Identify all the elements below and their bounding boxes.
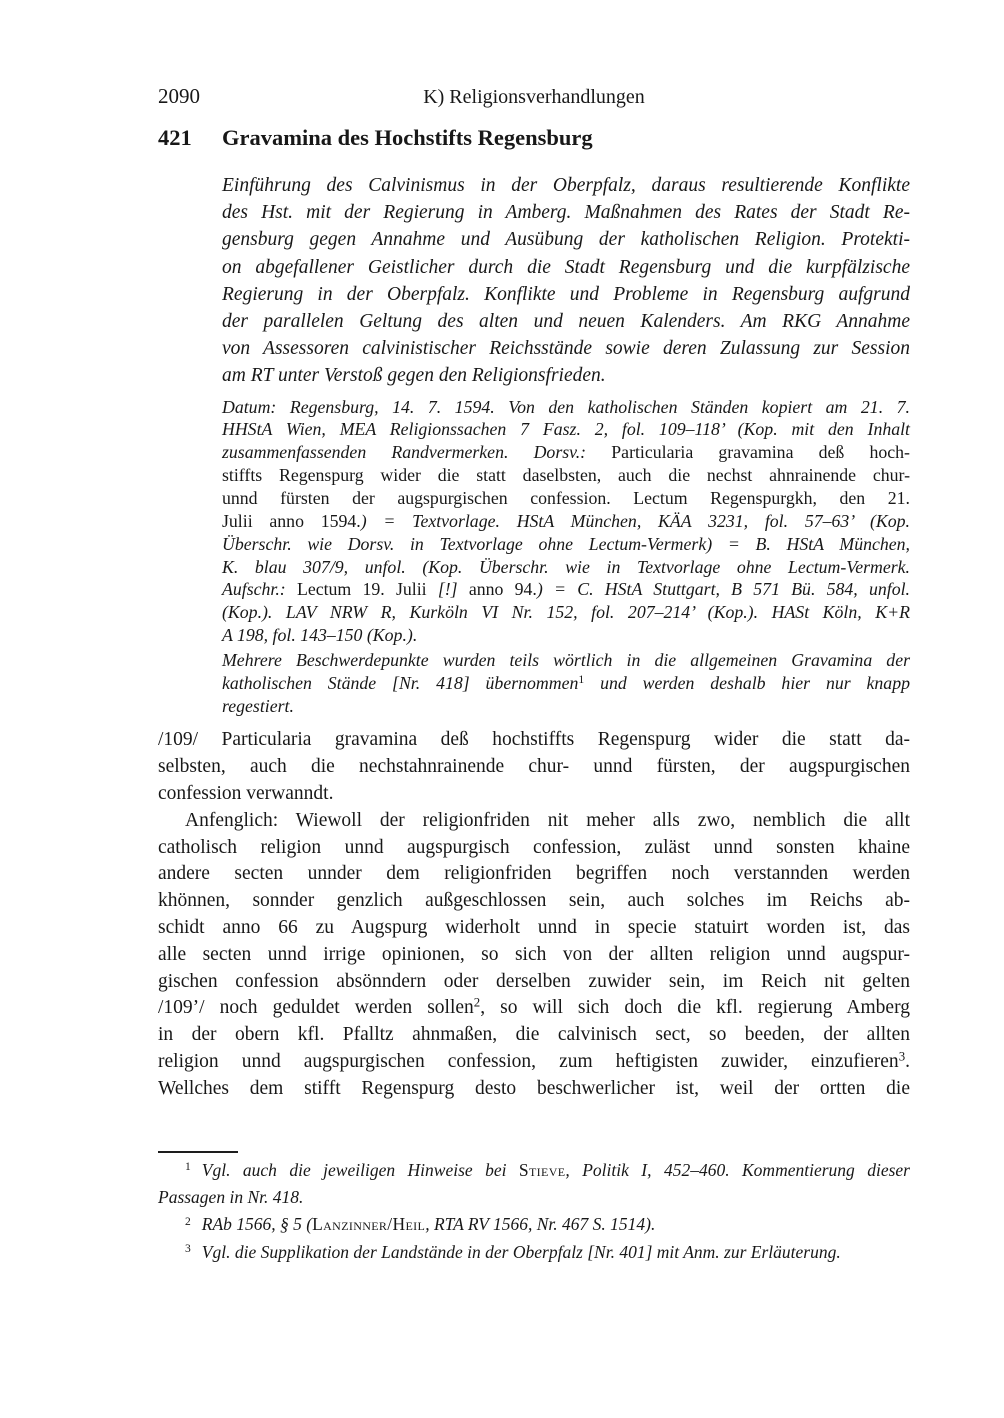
body-paragraph-1 bbox=[158, 727, 910, 807]
text-line: der parallelen Geltung des alten und neuen Kalenders. Am RKG Annahme bbox=[222, 311, 910, 333]
footnotes-section bbox=[158, 1157, 910, 1267]
text-line: Aufschr.: Lectum 19. Julii [!] anno 94.) = C. HStA Stuttgart, B 571 Bü. 584, unfol. bbox=[222, 579, 910, 600]
text-line: Mehrere Beschwerdepunkte wurden teils wörtlich in die allgemeinen Gravamina der bbox=[222, 649, 910, 670]
text-line: Julii anno 1594.) = Textvorlage. HStA München, KÄA 3231, fol. 57–63’ (Kop. bbox=[222, 510, 910, 531]
text-line: K. blau 307/9, unfol. (Kop. Überschr. wie in Textvorlage ohne Lectum-Vermerk. bbox=[222, 556, 910, 577]
text-line: on abgefallener Geistlicher durch die Stadt Regensburg und die kurpfälzische bbox=[222, 256, 910, 278]
summary-paragraph bbox=[222, 172, 910, 390]
text-line: /109/ Particularia gravamina deß hochstiffts Regenspurg wider die statt da- bbox=[158, 729, 910, 751]
text-line: $^1$ Vgl. auch die jeweiligen Hinweise bei Stieve, Politik I, 452–460. Kommentierung dieser bbox=[185, 1159, 910, 1180]
footnote-1 bbox=[158, 1157, 910, 1212]
footnote-3 bbox=[158, 1239, 910, 1266]
text-line: confession verwanndt. bbox=[158, 783, 334, 805]
text-line: katholischen Stände [Nr. 418] übernommen$^1$ und werden deshalb hier nur knapp bbox=[222, 672, 910, 693]
footnote-2 bbox=[158, 1211, 910, 1238]
footnote-separator-rule bbox=[158, 1151, 238, 1153]
text-line: des Hst. mit der Regierung in Amberg. Maßnahmen des Rates der Stadt Re- bbox=[222, 202, 910, 224]
text-line: Wellches dem stifft Regenspurg desto beschwerlicher ist, weil der ortten die bbox=[158, 1077, 910, 1099]
text-line: gensburg gegen Annahme und Ausübung der katholischen Religion. Protekti- bbox=[222, 229, 910, 251]
text-line: am RT unter Verstoß gegen den Religionsfrieden. bbox=[222, 365, 606, 387]
text-line: catholisch religion unnd augspurgisch confession, zuläst unnd sonsten khaine bbox=[158, 836, 910, 858]
body-text bbox=[158, 727, 910, 1102]
text-line: zusammenfassenden Randvermerken. Dorsv.: Particularia gravamina deß hoch- bbox=[222, 442, 910, 463]
document-heading bbox=[158, 125, 910, 151]
text-line: (Kop.). LAV NRW R, Kurköln VI Nr. 152, fol. 207–214’ (Kop.). HASt Köln, K+R bbox=[222, 602, 910, 623]
text-line: Einführung des Calvinismus in der Oberpfalz, daraus resultierende Konflikte bbox=[222, 175, 910, 196]
source-note-paragraph bbox=[222, 396, 910, 647]
text-line: regestiert. bbox=[222, 695, 294, 716]
text-line: gischen confession absönndern oder derselben zuwider sein, im Reich nit gelten bbox=[158, 970, 910, 992]
body-paragraph-2 bbox=[158, 808, 910, 1103]
text-line: $^2$ RAb 1566, § 5 (Lanzinner/Heil, RTA RV 1566, Nr. 467 S. 1514). bbox=[185, 1214, 656, 1235]
text-line: Anfenglich: Wiewoll der religionfriden nit meher alls zwo, nemblich die allt bbox=[185, 809, 910, 831]
page-header bbox=[158, 84, 910, 110]
text-line: Passagen in Nr. 418. bbox=[158, 1187, 304, 1207]
text-line: $^3$ Vgl. die Supplikation der Landstände in der Oberpfalz [Nr. 401] mit Anm. zur Erläuterung. bbox=[185, 1241, 841, 1262]
text-line: andere secten unnder dem religionfriden begriffen noch verstannden werden bbox=[158, 863, 910, 885]
text-line: HHStA Wien, MEA Religionssachen 7 Fasz. 2, fol. 109–118’ (Kop. mit den Inhalt bbox=[222, 419, 910, 440]
document-title: Gravamina des Hochstifts Regensburg bbox=[222, 125, 593, 150]
text-line: alle secten unnd irrige opinionen, so sich von der allten religion unnd augspur- bbox=[158, 943, 910, 965]
text-line: Überschr. wie Dorsv. in Textvorlage ohne Lectum-Vermerk) = B. HStA München, bbox=[222, 533, 910, 554]
text-line: selbsten, auch die nechstahnrainende chur- unnd fürsten, der augspurgischen bbox=[158, 756, 910, 778]
page-number: 2090 bbox=[158, 84, 200, 108]
text-line: unnd fürsten der augspurgischen confession. Lectum Regenspurgkh, den 21. bbox=[222, 488, 910, 508]
text-line: A 198, fol. 143–150 (Kop.). bbox=[222, 625, 418, 646]
text-line: Datum: Regensburg, 14. 7. 1594. Von den katholischen Ständen kopiert am 21. 7. bbox=[222, 396, 910, 417]
text-line: stiffts Regenspurg wider die statt daselbsten, auch die nechst ahnrainende chur- bbox=[222, 465, 910, 486]
text-line: khönnen, sonnder genzlich außgeschlossen sein, auch solches im Reichs ab- bbox=[158, 890, 910, 912]
running-title: K) Religionsverhandlungen bbox=[423, 86, 645, 108]
text-line: /109’/ noch geduldet werden sollen$^2$, so will sich doch die kfl. regierung Amberg bbox=[158, 995, 910, 1019]
editorial-note-paragraph bbox=[222, 649, 910, 718]
text-line: in der obern kfl. Pfalltz ahnmaßen, die calvinisch sect, so beeden, der allten bbox=[158, 1024, 910, 1046]
text-line: von Assessoren calvinistischer Reichsstände sowie deren Zulassung zur Session bbox=[222, 338, 910, 360]
text-line: Regierung in der Oberpfalz. Konflikte und Probleme in Regensburg aufgrund bbox=[222, 283, 910, 305]
document-number: 421 bbox=[158, 125, 192, 150]
text-line: schidt anno 66 zu Augspurg widerholt unnd in specie statuirt worden ist, das bbox=[158, 917, 910, 939]
text-line: religion unnd augspurgischen confession, zum heftigisten zuwider, einzufieren$^3$. bbox=[158, 1049, 910, 1072]
